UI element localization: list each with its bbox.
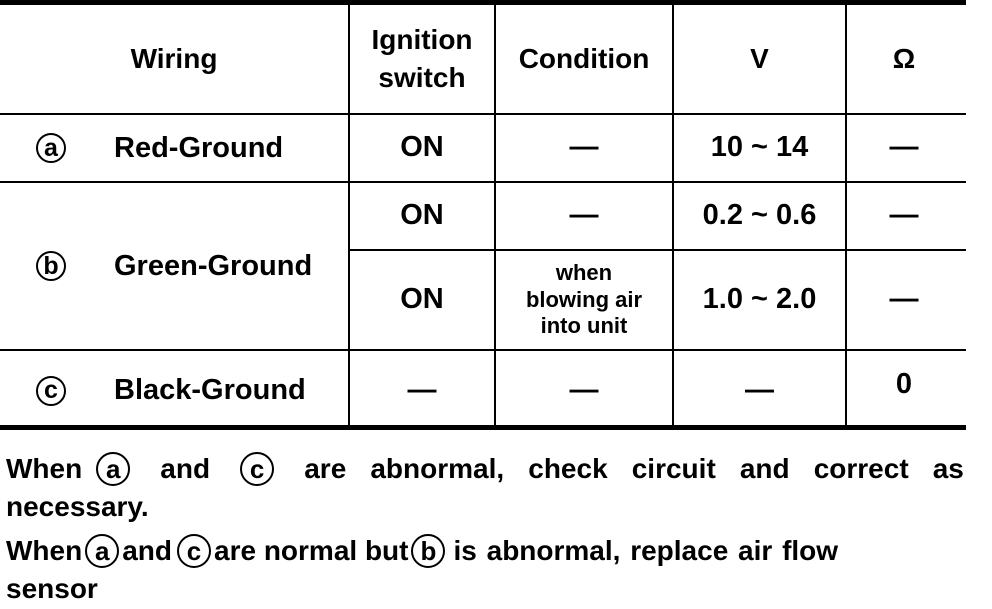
wiring-label-b: Green-Ground — [114, 249, 313, 282]
note-1-word-4: circuit — [631, 453, 716, 484]
note-1-marker-a-icon: a — [96, 452, 130, 486]
note-2 — [6, 530, 964, 606]
condition-b2-line1: when — [555, 260, 613, 286]
note-1-word-2: abnormal, — [370, 453, 505, 484]
ignition-b1: ON — [400, 199, 444, 232]
condition-b2 — [496, 251, 672, 349]
note-2-marker-a-icon: a — [85, 534, 119, 568]
condition-b1: — — [569, 199, 599, 232]
note-1-and: and — [160, 453, 211, 484]
voltage-b1: 0.2 ~ 0.6 — [702, 199, 817, 232]
ohm-c: 0 — [895, 368, 913, 401]
note-2-mid: are normal but — [214, 535, 409, 566]
note-1-line-1 — [6, 448, 964, 490]
note-1-line-2: necessary. — [6, 491, 149, 522]
ignition-a: ON — [400, 131, 444, 164]
header-ignition-switch — [350, 5, 494, 113]
ohm-b1: — — [889, 199, 919, 232]
note-2-and: and — [122, 535, 172, 566]
header-ignition-line1: Ignition — [371, 24, 473, 56]
voltage-a: 10 ~ 14 — [710, 131, 809, 164]
note-2-marker-c-icon: c — [177, 534, 211, 568]
note-1-when: When — [6, 453, 83, 484]
note-1-marker-c-icon: c — [240, 452, 274, 486]
condition-c: — — [569, 373, 599, 406]
voltage-c: — — [745, 373, 774, 406]
wiring-cell-b — [36, 183, 346, 349]
header-voltage: V — [750, 42, 769, 74]
note-2-line-1 — [6, 530, 964, 572]
wiring-label-a: Red-Ground — [114, 131, 284, 164]
marker-c-icon: c — [36, 376, 66, 406]
header-wiring: Wiring — [130, 42, 218, 74]
note-2-line-2: sensor — [6, 573, 98, 604]
note-2-marker-b-icon: b — [411, 534, 445, 568]
note-1-word-5: and — [739, 453, 790, 484]
note-2-rest: is abnormal, replace air flow — [453, 535, 839, 566]
header-ohm: Ω — [892, 42, 916, 74]
marker-a-icon: a — [36, 133, 66, 163]
note-1 — [6, 448, 964, 524]
ohm-b2: — — [889, 283, 919, 316]
ignition-c: — — [407, 373, 437, 406]
note-1-word-3: check — [528, 453, 608, 484]
note-1-word-1: are — [304, 453, 347, 484]
condition-a: — — [569, 131, 599, 164]
ignition-b2: ON — [400, 283, 444, 316]
note-1-lead — [6, 449, 136, 489]
ohm-a: — — [889, 131, 919, 164]
header-ignition-line2: switch — [378, 62, 466, 93]
wiring-label-c: Black-Ground — [114, 374, 306, 406]
marker-b-icon: b — [36, 251, 66, 281]
condition-b2-line2: blowing air — [525, 286, 643, 312]
voltage-b2: 1.0 ~ 2.0 — [702, 283, 817, 316]
note-1-word-7: as — [932, 453, 964, 484]
condition-b2-line3: into unit — [540, 313, 628, 339]
note-2-when: When — [6, 535, 83, 566]
wiring-cell-c — [36, 351, 346, 430]
wiring-cell-a — [36, 115, 346, 181]
header-condition: Condition — [518, 42, 650, 74]
note-1-word-6: correct — [813, 453, 909, 484]
